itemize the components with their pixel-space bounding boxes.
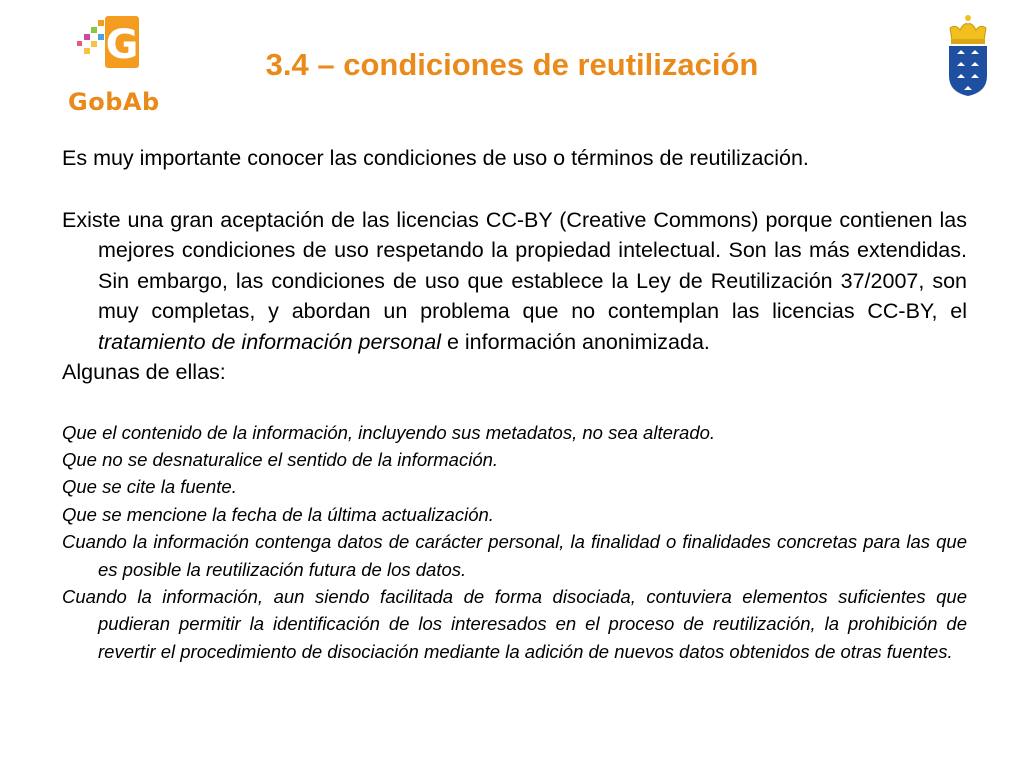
intro-paragraph: Es muy importante conocer las condiciones de uso o términos de reutilización. <box>62 146 809 170</box>
licenses-paragraph <box>62 205 967 358</box>
gobab-logo-letter: G <box>105 22 139 68</box>
gobab-logo-text: GobAb <box>68 88 160 116</box>
slide-content <box>62 143 967 665</box>
licenses-text: Existe una gran aceptación de las licencias CC-BY (Creative Commons) porque contienen las mejores condiciones de uso respetando la propiedad intelectual. Son las más extendidas. Sin embargo, las condiciones de uso que establece la Ley de Reutilización 37/2007, son muy completas, y abordan un problema que no contemplan las licencias CC-BY, el <box>62 207 967 323</box>
list-item: Que el contenido de la información, incluyendo sus metadatos, no sea alterado. <box>62 421 716 443</box>
list-item: Cuando la información contenga datos de carácter personal, la finalidad o finalidades concretas para las que es posible la reutilización futura de los datos. <box>62 531 967 580</box>
licenses-italic-text: tratamiento de información personal <box>98 329 441 354</box>
canarias-crest-icon <box>944 14 992 98</box>
list-item: Que no se desnaturalice el sentido de la información. <box>62 448 499 470</box>
list-item: Que se mencione la fecha de la última actualización. <box>62 503 494 525</box>
list-item: Cuando la información, aun siendo facilitada de forma disociada, contuviera elementos suficientes que pudieran permitir la identificación de los interesados en el proceso de reutilización, la prohibición de revertir el procedimiento de disociación mediante la adición de nuevos datos obtenidos de otras fuentes. <box>62 585 967 662</box>
list-item: Que se cite la fuente. <box>62 476 237 498</box>
some-label: Algunas de ellas: <box>62 360 226 384</box>
conditions-list <box>62 419 967 666</box>
licenses-text-end: e información anonimizada. <box>441 329 710 354</box>
page-title: 3.4 – condiciones de reutilización <box>265 47 759 82</box>
